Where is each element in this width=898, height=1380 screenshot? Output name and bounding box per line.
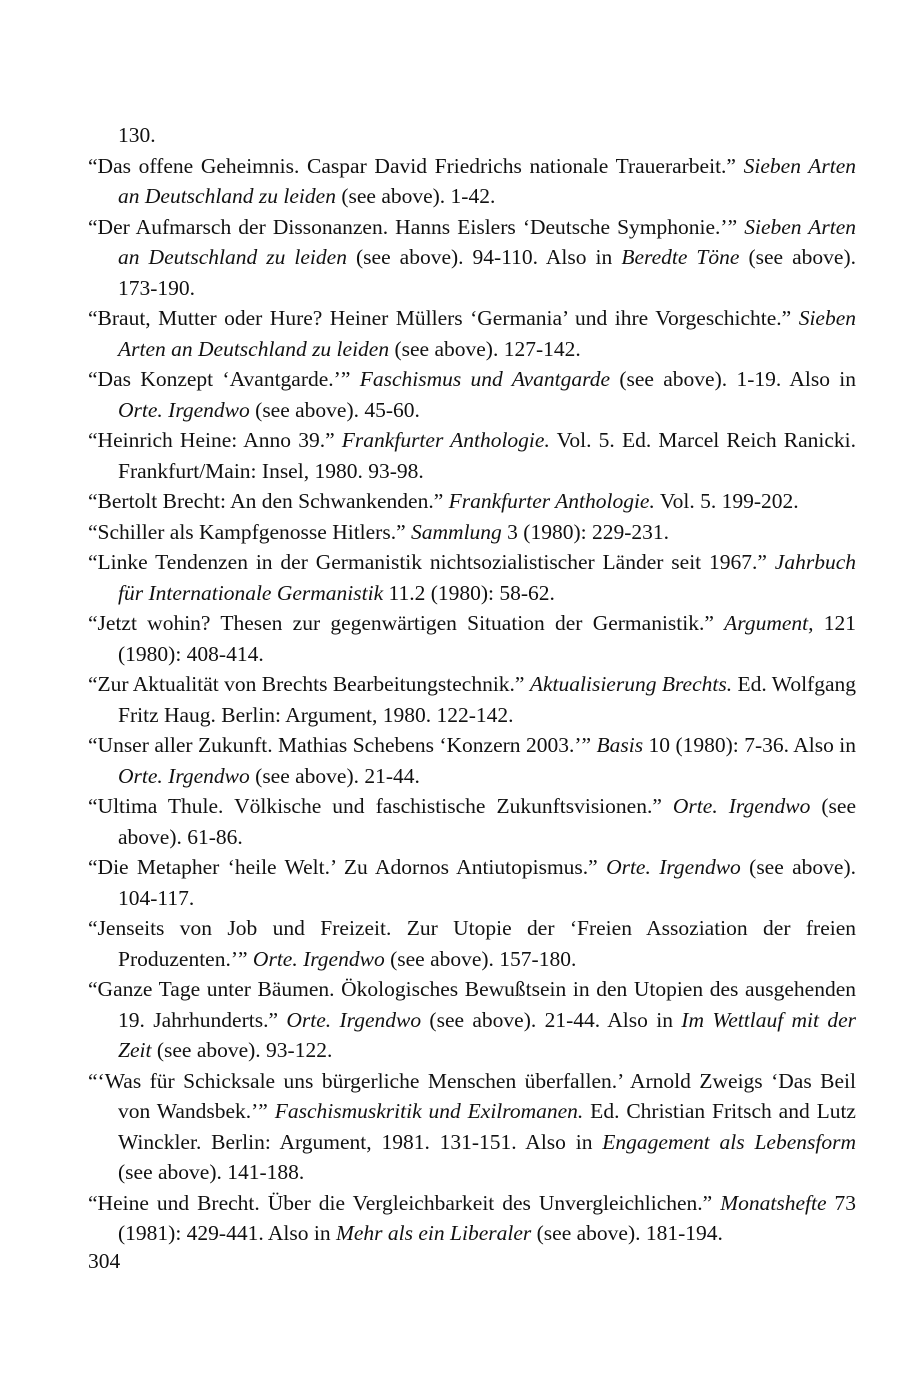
bibliography-entry [88,151,856,212]
citation-details: (see above). 1-42. [335,184,496,208]
bibliography-entry [88,1188,856,1249]
article-title: “Bertolt Brecht: An den Schwankenden.” [88,489,449,513]
article-title: “Heine und Brecht. Über die Vergleichbarkeit des Unvergleichlichen.” [88,1190,721,1215]
citation-details: Vol. 5. Ed. Marcel Reich Ranicki. Frankfurt/Main: Insel, 1980. 93-98. [118,428,857,483]
article-title: “Zur Aktualität von Brechts Bearbeitungstechnik.” [88,672,530,696]
article-title: “Das Konzept ‘Avantgarde.’” [88,367,360,391]
citation-details: (see above). 141-188. [118,1160,305,1184]
source-title: Argument, [724,611,814,635]
source-title: Orte. Irgendwo [606,855,741,879]
source-title: Frankfurter Anthologie. [341,428,550,452]
bibliography-entry [88,608,856,669]
article-title: “Ganze Tage unter Bäumen. Ökologisches Bewußtsein in den Utopien des ausgehenden 19. Jahrhunderts.” [88,977,856,1032]
article-title: “Das offene Geheimnis. Caspar David Friedrichs nationale Trauerarbeit.” [88,153,744,178]
source-title: Aktualisierung Brechts. [529,672,733,696]
article-title: “Die Metapher ‘heile Welt.’ Zu Adornos Antiutopismus.” [88,855,607,879]
article-title: “Unser aller Zukunft. Mathias Schebens ‘Konzern 2003.’” [88,733,597,757]
citation-details: Ed. Christian Fritsch and Lutz Winckler. Berlin: Argument, 1981. 131-151. Also in [118,1099,856,1154]
source-title: Monatshefte [720,1190,827,1215]
source-title: Orte. Irgendwo [672,794,811,818]
bibliography-entry [88,547,856,608]
citation-details: (see above). 21-44. [249,763,420,788]
citation-details: (see above). 127-142. [389,336,581,361]
page-number: 304 [88,1249,121,1273]
bibliography-entry [88,212,856,304]
article-title: “Heinrich Heine: Anno 39.” [88,428,342,452]
source-title: Sammlung [411,519,502,544]
source-title: Beredte Töne [621,245,740,269]
bibliography-entries [88,151,856,1249]
citation-details: (see above). 93-122. [151,1038,333,1062]
article-title: “Schiller als Kampfgenosse Hitlers.” [88,519,412,544]
bibliography-entry [88,517,856,548]
bibliography-entry [88,852,856,913]
continuation-line: 130. [118,123,156,147]
citation-details: (see above). 157-180. [384,946,577,971]
citation-details: Ed. Wolfgang Fritz Haug. Berlin: Argument, 1980. 122-142. [118,672,856,727]
source-title: Frankfurter Anthologie. [448,489,655,513]
bibliography-entry [88,1066,856,1188]
article-title: “Jenseits von Job und Freizeit. Zur Utopie der ‘Freien Assoziation der freien Produzenten.’” [88,916,856,971]
source-title: Basis [596,733,644,757]
citation-details: (see above). 181-194. [531,1221,723,1245]
source-title: Orte. Irgendwo [118,397,250,422]
source-title: Orte. Irgendwo [252,946,385,971]
source-title: Orte. Irgendwo [286,1007,422,1032]
source-title: Faschismuskritik und Exilromanen. [274,1099,584,1123]
source-title: Engagement als Lebensform [602,1129,856,1154]
citation-details: (see above). 1-19. Also in [610,367,857,391]
citation-details: 10 (1980): 7-36. Also in [643,733,856,757]
bibliography-entry [88,303,856,364]
article-title: “‘Was für Schicksale uns bürgerliche Menschen überfallen.’ Arnold Zweigs ‘Das Beil von Wandsbek.’” [88,1068,856,1123]
source-title: Sieben Arten an Deutschland zu leiden [118,306,856,361]
citation-details: Vol. 5. 199-202. [654,489,799,513]
bibliography-entry [88,974,856,1066]
source-title: Im Wettlauf mit der Zeit [118,1007,857,1062]
article-title: “Der Aufmarsch der Dissonanzen. Hanns Eislers ‘Deutsche Symphonie.’” [88,214,745,239]
article-title: “Braut, Mutter oder Hure? Heiner Müllers ‘Germania’ und ihre Vorgeschichte.” [88,306,799,330]
citation-details: 11.2 (1980): 58-62. [383,580,555,605]
bibliography-entry [88,791,856,852]
bibliography-entry [88,425,856,486]
article-title: “Linke Tendenzen in der Germanistik nichtsozialistischer Länder seit 1967.” [88,550,775,574]
citation-details: (see above). 61-86. [118,794,856,849]
source-title: Mehr als ein Liberaler [335,1221,532,1245]
citation-details: (see above). 104-117. [118,855,856,910]
citation-details: (see above). 21-44. Also in [421,1007,682,1032]
bibliography-entry [88,730,856,791]
citation-details: (see above). 173-190. [118,245,857,300]
bibliography-entry [88,913,856,974]
bibliography-list [88,120,856,1249]
source-title: Jahrbuch für Internationale Germanistik [118,550,856,605]
citation-details: 3 (1980): 229-231. [501,519,669,544]
article-title: “Ultima Thule. Völkische und faschistische Zukunftsvisionen.” [88,794,673,818]
citation-details: 73 (1981): 429-441. Also in [118,1190,856,1245]
source-title: Sieben Arten an Deutschland zu leiden [118,153,857,208]
source-title: Sieben Arten an Deutschland zu leiden [118,214,857,269]
article-title: “Jetzt wohin? Thesen zur gegenwärtigen Situation der Germanistik.” [88,611,725,635]
source-title: Faschismus und Avantgarde [359,367,611,391]
citation-details: (see above). 94-110. Also in [346,245,622,269]
bibliography-entry [88,486,856,517]
source-title: Orte. Irgendwo [118,763,250,788]
citation-details: 121 (1980): 408-414. [118,611,857,666]
bibliography-entry [88,364,856,425]
citation-details: (see above). 45-60. [249,397,420,422]
bibliography-entry [88,669,856,730]
